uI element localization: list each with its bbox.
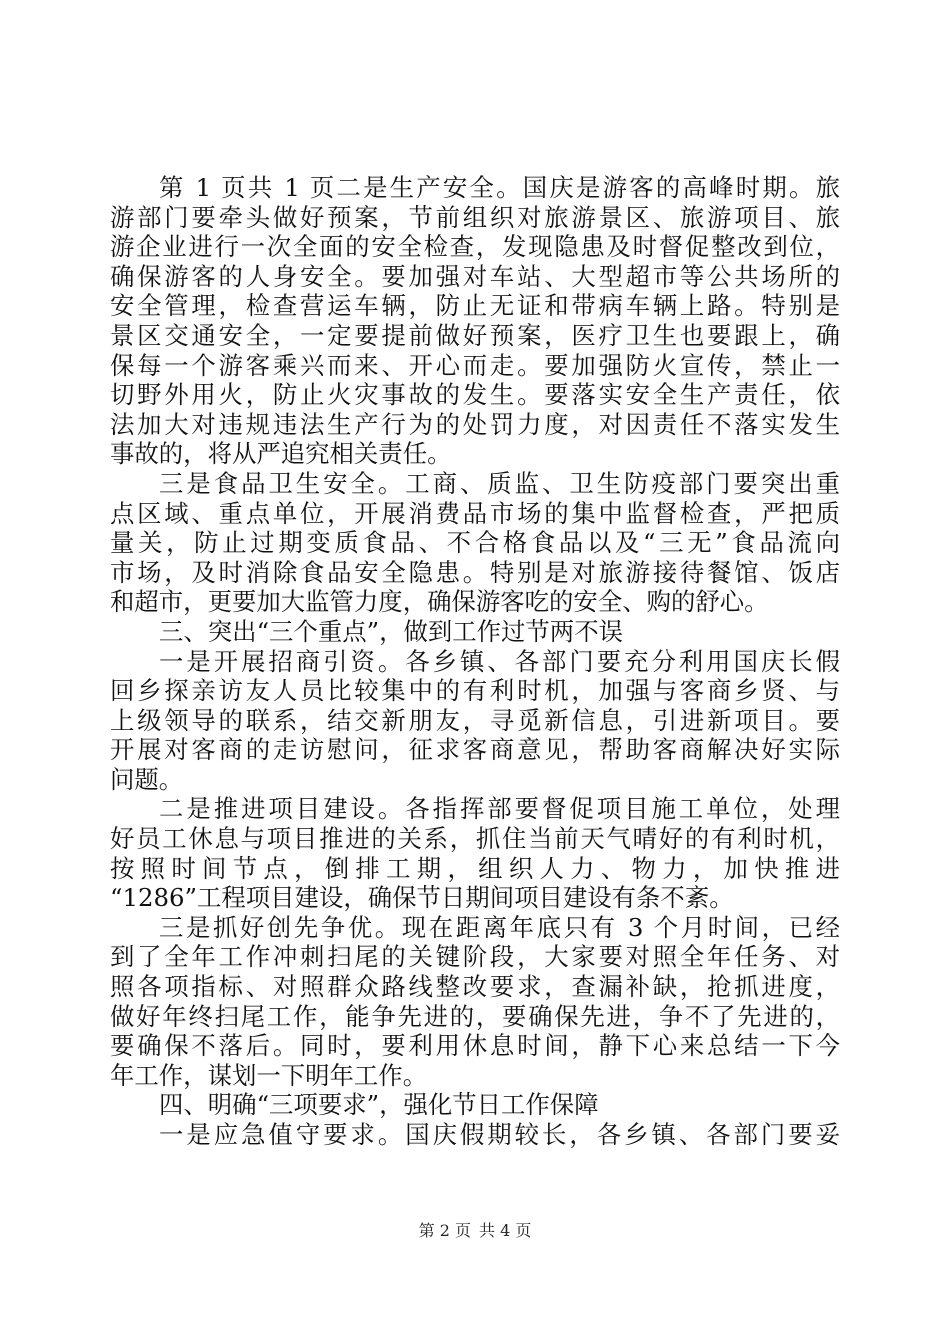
text-line: 一是开展招商引资。各乡镇、各部门要充分利用国庆长假 [159,646,840,676]
text-line: 游部门要牵头做好预案，节前组织对旅游景区、旅游项目、旅 [110,202,840,232]
text-line: “1286”工程项目建设，确保节日期间项目建设有条不紊。 [110,883,734,913]
text-line: 开展对客商的走访慰问，征求客商意见，帮助客商解决好实际 [110,735,840,765]
text-line: 上级领导的联系，结交新朋友，寻觅新信息，引进新项目。要 [110,705,840,735]
text-line: 量关，防止过期变质食品、不合格食品以及“三无”食品流向 [110,528,840,558]
page-footer [0,1221,950,1241]
text-line: 回乡探亲访友人员比较集中的有利时机，加强与客商乡贤、与 [110,676,840,706]
text-line: 做好年终扫尾工作，能争先进的，要确保先进，争不了先进的， [110,1001,840,1031]
text-line: 确保游客的人身安全。要加强对车站、大型超市等公共场所的 [110,261,840,291]
text-line: 照各项指标、对照群众路线整改要求，查漏补缺，抢抓进度， [110,972,840,1002]
text-line: 事故的，将从严追究相关责任。 [110,439,452,469]
page-total: 共 4 页 [479,1221,532,1240]
text-line: 好员工休息与项目推进的关系，抓住当前天气晴好的有利时机， [110,824,840,854]
text-line: 游企业进行一次全面的安全检查，发现隐患及时督促整改到位， [110,232,840,262]
text-line: 到了全年工作冲刺扫尾的关键阶段，大家要对照全年任务、对 [110,942,840,972]
text-line: 切野外用火，防止火灾事故的发生。要落实安全生产责任，依 [110,380,840,410]
document-body [110,173,840,1150]
text-line: 三是抓好创先争优。现在距离年底只有 3 个月时间，已经 [159,912,840,942]
text-line: 市场，及时消除食品安全隐患。特别是对旅游接待餐馆、饭店 [110,557,840,587]
text-line: 年工作，谋划一下明年工作。 [110,1060,428,1090]
text-line: 安全管理，检查营运车辆，防止无证和带病车辆上路。特别是 [110,291,840,321]
text-line: 保每一个游客乘兴而来、开心而走。要加强防火宣传，禁止一 [110,350,840,380]
text-line: 和超市，更要加大监管力度，确保游客吃的安全、购的舒心。 [110,587,769,617]
text-line: 一是应急值守要求。国庆假期较长，各乡镇、各部门要妥 [159,1120,840,1149]
text-line: 要确保不落后。同时，要利用休息时间，静下心来总结一下今 [110,1031,840,1061]
text-line: 二是推进项目建设。各指挥部要督促项目施工单位，处理 [159,794,840,824]
text-line: 景区交通安全，一定要提前做好预案，医疗卫生也要跟上，确 [110,320,840,350]
text-line: 法加大对违规违法生产行为的处罚力度，对因责任不落实发生 [110,409,840,439]
text-line: 四、明确“三项要求”，强化节日工作保障 [159,1090,599,1120]
text-line: 按照时间节点，倒排工期，组织人力、物力，加快推进 [110,853,840,883]
text-line: 问题。 [110,764,184,794]
text-line: 三、突出“三个重点”，做到工作过节两不误 [159,616,623,646]
text-line: 三是食品卫生安全。工商、质监、卫生防疫部门要突出重 [159,468,840,498]
text-line: 第 1 页共 1 页二是生产安全。国庆是游客的高峰时期。旅 [159,173,840,202]
page-number: 第 2 页 [418,1221,471,1240]
text-line: 点区域、重点单位，开展消费品市场的集中监督检查，严把质 [110,498,840,528]
